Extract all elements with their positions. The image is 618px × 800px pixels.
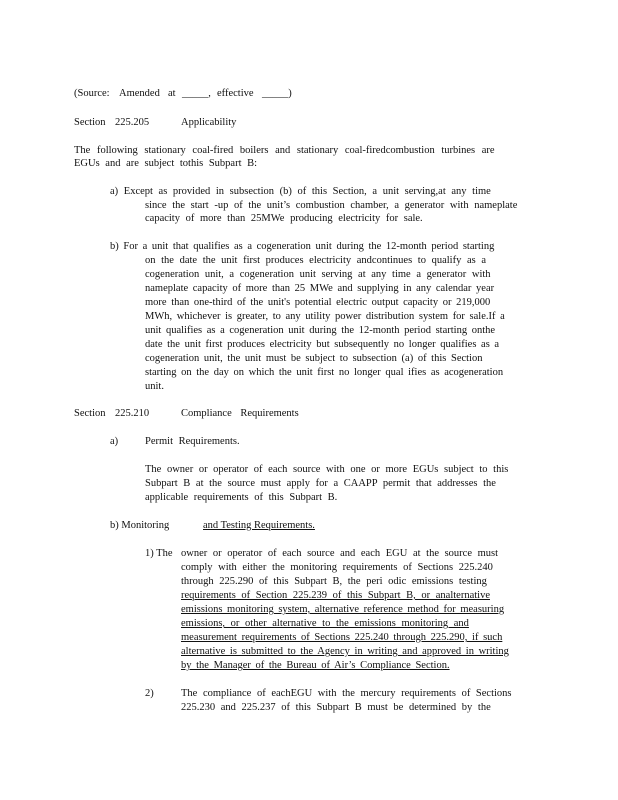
item-2-label: 2) (145, 688, 154, 699)
subsection-b-line: date the unit first produces electricity but subsequently no longer qualifies as a (145, 339, 500, 350)
item-1-underlined-line: emissions monitoring system, alternative reference method for measuring (181, 604, 505, 615)
subsection-b-line: on the date the unit first produces electricity andcontinues to qualify as a (145, 255, 486, 266)
source-label: (Source: (74, 88, 110, 99)
item-1-label: 1) The (145, 548, 173, 559)
source-at: at (168, 88, 176, 99)
item-1-underlined-line: by the Manager of the Bureau of Air’s Compliance Section. (181, 660, 450, 671)
section-number: 225.205 (115, 117, 150, 128)
source-amended: Amended (119, 88, 160, 99)
section-heading: Section (74, 117, 106, 128)
subsection-a-line: capacity of more than 25MWe producing electricity for sale. (145, 213, 423, 224)
subsection-b-line: MWh, whichever is greater, to any utility power distribution system for sale.If a (145, 311, 505, 322)
item-1-underlined-line: requirements of Section 225.239 of this Subpart B, or analternative (181, 590, 490, 601)
subsection-b-line: b) For a unit that qualifies as a cogeneration unit during the 12-month period starting (110, 241, 495, 252)
section-title: Applicability (181, 117, 237, 128)
subsection-b-line: more than one-third of the unit's potential electric output capacity or 219,000 (145, 297, 491, 308)
permit-line: The owner or operator of each source with one or more EGUs subject to this (145, 464, 509, 475)
subsection-a-line: since the start -up of the unit’s combustion chamber, a generator with nameplate (145, 200, 518, 211)
subsection-b-line: unit qualifies as a cogeneration unit during the 12-month period starting onthe (145, 325, 496, 336)
item-1-underlined-line: alternative is submitted to the Agency in writing and approved in writing (181, 646, 509, 657)
subsection-b-label: b) Monitoring (110, 520, 170, 531)
section-heading: Section (74, 408, 106, 419)
intro-line: The following stationary coal-fired boilers and stationary coal-firedcombustion turbines are (74, 145, 495, 156)
subsection-b-line: cogeneration unit, a cogeneration unit serving at any time a generator with (145, 269, 491, 280)
item-1-line: owner or operator of each source and each EGU at the source must (181, 548, 499, 559)
subsection-b-title-underlined: and Testing Requirements. (203, 520, 315, 531)
item-1-underlined-line: measurement requirements of Sections 225.240 through 225.290, if such (181, 632, 503, 643)
item-1-underlined-line: emissions, or other alternative to the emissions monitoring and (181, 618, 469, 629)
item-1-line: comply with either the monitoring requirements of Sections 225.240 (181, 562, 493, 573)
section-title: Compliance Requirements (181, 408, 299, 419)
item-2-line: 225.230 and 225.237 of this Subpart B must be determined by the (181, 702, 491, 713)
section-number: 225.210 (115, 408, 150, 419)
subsection-b-line: starting on the day on which the unit first no longer qual ifies as acogeneration (145, 367, 504, 378)
source-effective: effective (217, 88, 254, 99)
subsection-b-line: unit. (145, 381, 164, 392)
source-blank-2: _____) (262, 88, 292, 99)
subsection-b-line: nameplate capacity of more than 25 MWe and supplying in any calendar year (145, 283, 495, 294)
subsection-a-title: Permit Requirements. (145, 436, 240, 447)
permit-line: Subpart B at the source must apply for a CAAPP permit that addresses the (145, 478, 496, 489)
subsection-b-line: cogeneration unit, the unit must be subject to subsection (a) of this Section (145, 353, 483, 364)
source-blank-1: _____, (182, 88, 211, 99)
subsection-a-label: a) (110, 436, 119, 447)
subsection-b-title (203, 519, 315, 532)
subsection-a-line: a) Except as provided in subsection (b) of this Section, a unit serving,at any time (110, 186, 491, 197)
item-2-line: The compliance of eachEGU with the mercury requirements of Sections (181, 688, 512, 699)
intro-line: EGUs and are subject tothis Subpart B: (74, 158, 258, 169)
permit-line: applicable requirements of this Subpart B. (145, 492, 338, 503)
item-1-line: through 225.290 of this Subpart B, the peri odic emissions testing (181, 576, 487, 587)
